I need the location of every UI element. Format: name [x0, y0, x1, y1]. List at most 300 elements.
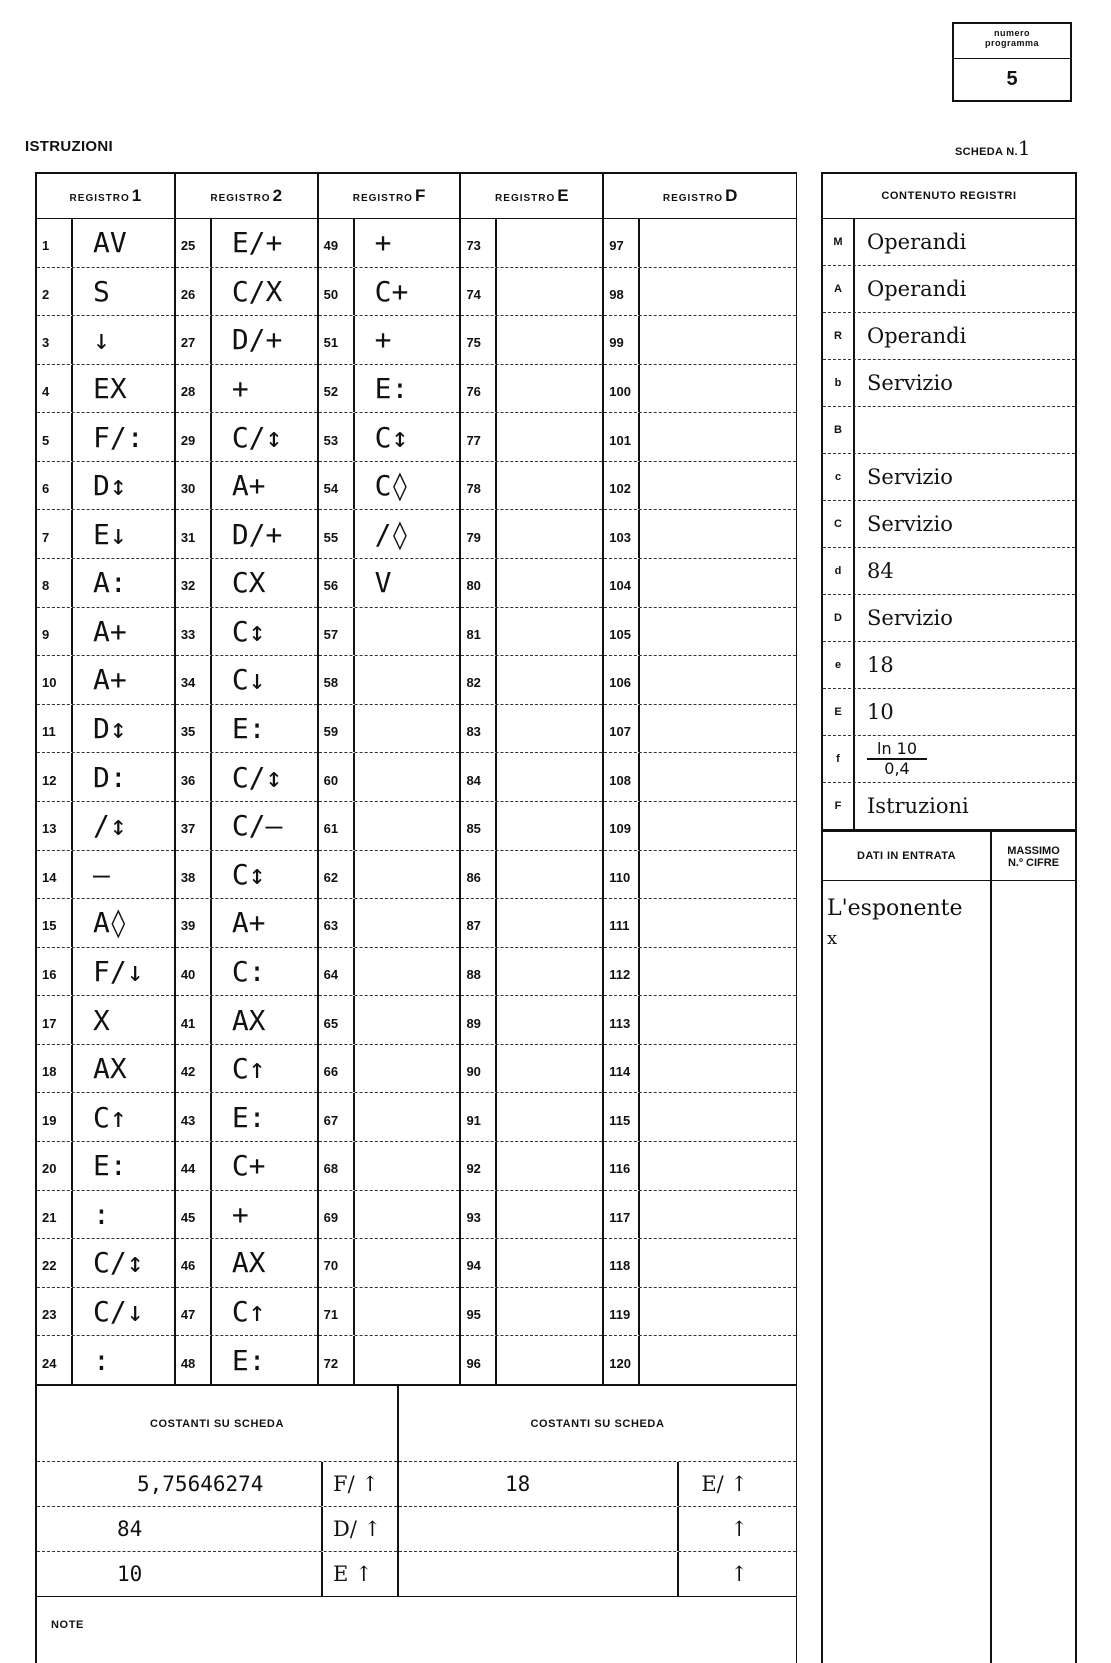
- instruction-number: 55: [319, 510, 355, 558]
- instruction-number: 119: [604, 1288, 640, 1336]
- instruction-row: [176, 413, 317, 462]
- instruction-cell: :: [93, 1197, 110, 1231]
- instruction-row: [37, 1045, 174, 1094]
- instruction-number: 118: [604, 1239, 640, 1287]
- instruction-number: 109: [604, 802, 640, 850]
- instruction-row: [604, 705, 796, 754]
- instruction-number: 39: [176, 899, 212, 947]
- register-content-row: [823, 783, 1075, 830]
- instruction-cell: [640, 316, 796, 364]
- instruction-row: [604, 1336, 796, 1384]
- register-content-value: Servizio: [867, 371, 953, 395]
- instruction-row: [461, 510, 602, 559]
- instruction-row: [461, 1191, 602, 1240]
- instruction-number: 48: [176, 1336, 212, 1384]
- constant-destination: F/ ↑: [321, 1462, 397, 1506]
- fraction-denominator: 0,4: [884, 759, 910, 778]
- instruction-number: 54: [319, 462, 355, 510]
- instruction-row: [176, 1288, 317, 1337]
- instruction-row: [176, 1336, 317, 1384]
- instruction-row: [37, 705, 174, 754]
- instruction-row: [461, 316, 602, 365]
- register-content-label: A: [823, 266, 855, 312]
- instruction-cell: C+: [374, 274, 409, 308]
- constant-row: [399, 1552, 796, 1596]
- constant-row: [399, 1507, 796, 1552]
- instruction-cell: [497, 1191, 602, 1239]
- instruction-number: 70: [319, 1239, 355, 1287]
- register-content-row: [823, 642, 1075, 689]
- constants-left: [37, 1386, 399, 1596]
- instruction-row: [37, 1142, 174, 1191]
- instruction-cell: [640, 899, 796, 947]
- instruction-row: [176, 899, 317, 948]
- instruction-cell: [640, 851, 796, 899]
- instruction-number: 37: [176, 802, 212, 850]
- instruction-number: 20: [37, 1142, 73, 1190]
- register-content-label: M: [823, 219, 855, 265]
- instruction-row: [37, 753, 174, 802]
- instruction-number: 57: [319, 608, 355, 656]
- instruction-cell: C/↕: [231, 420, 283, 454]
- instruction-row: [461, 1142, 602, 1191]
- instruction-cell: C↑: [231, 1295, 266, 1328]
- instruction-number: 115: [604, 1093, 640, 1141]
- card-label: SCHEDA N.: [955, 146, 1018, 158]
- instruction-cell: C↑: [231, 1052, 266, 1086]
- instruction-row: [461, 219, 602, 268]
- instruction-cell: [355, 996, 460, 1044]
- instruction-cell: [640, 1336, 796, 1384]
- instruction-cell: [355, 802, 460, 850]
- instruction-number: 74: [461, 268, 497, 316]
- instruction-number: 64: [319, 948, 355, 996]
- register-content-row: [823, 360, 1075, 407]
- instruction-number: 61: [319, 802, 355, 850]
- register-contents-title: CONTENUTO REGISTRI: [823, 174, 1075, 219]
- instruction-cell: [497, 705, 602, 753]
- instruction-number: 3: [37, 316, 73, 364]
- register-content-row: [823, 219, 1075, 266]
- instruction-cell: C◊: [374, 469, 409, 503]
- instruction-row: [604, 462, 796, 511]
- instruction-row: [176, 996, 317, 1045]
- instruction-number: 85: [461, 802, 497, 850]
- instruction-number: 89: [461, 996, 497, 1044]
- instruction-row: [461, 1045, 602, 1094]
- register-content-label: D: [823, 595, 855, 641]
- instruction-row: [461, 462, 602, 511]
- instruction-row: [37, 413, 174, 462]
- register-content-row: [823, 454, 1075, 501]
- instruction-number: 97: [604, 219, 640, 267]
- instruction-number: 1: [37, 219, 73, 267]
- instruction-cell: [355, 1093, 460, 1141]
- instruction-number: 21: [37, 1191, 73, 1239]
- instruction-row: [604, 1045, 796, 1094]
- instruction-row: [461, 413, 602, 462]
- instruction-row: [319, 1288, 460, 1337]
- instruction-row: [604, 1093, 796, 1142]
- register-column-1: [37, 174, 176, 1384]
- instruction-row: [176, 510, 317, 559]
- instruction-row: [37, 899, 174, 948]
- instruction-cell: [640, 948, 796, 996]
- program-number-box: [952, 22, 1072, 102]
- instruction-number: 94: [461, 1239, 497, 1287]
- instruction-cell: A:: [93, 566, 127, 600]
- instruction-number: 2: [37, 268, 73, 316]
- instruction-cell: [640, 608, 796, 656]
- register-header-id: 1: [131, 186, 142, 205]
- instruction-row: [461, 948, 602, 997]
- instruction-number: 4: [37, 365, 73, 413]
- instruction-row: [319, 851, 460, 900]
- instruction-cell: [640, 802, 796, 850]
- instruction-number: 16: [37, 948, 73, 996]
- instruction-cell: [355, 608, 460, 656]
- instruction-cell: [640, 510, 796, 558]
- instruction-number: 53: [319, 413, 355, 461]
- instruction-row: [37, 608, 174, 657]
- register-content-label: B: [823, 407, 855, 453]
- instruction-number: 73: [461, 219, 497, 267]
- instruction-row: [176, 316, 317, 365]
- instruction-number: 77: [461, 413, 497, 461]
- instruction-number: 41: [176, 996, 212, 1044]
- instruction-cell: D↕: [93, 469, 127, 503]
- instruction-row: [604, 608, 796, 657]
- instruction-number: 30: [176, 462, 212, 510]
- instruction-cell: [497, 1045, 602, 1093]
- register-content-value: [855, 736, 1075, 782]
- instruction-row: [37, 1191, 174, 1240]
- instruction-cell: +: [231, 372, 249, 406]
- max-digits-header: [990, 832, 1075, 880]
- instruction-number: 13: [37, 802, 73, 850]
- instruction-cell: E:: [93, 1149, 127, 1183]
- register-content-row: [823, 548, 1075, 595]
- instruction-number: 8: [37, 559, 73, 607]
- register-header-id: E: [557, 186, 569, 205]
- instruction-number: 46: [176, 1239, 212, 1287]
- instruction-cell: [497, 316, 602, 364]
- instruction-cell: C↕: [231, 614, 266, 648]
- instruction-number: 112: [604, 948, 640, 996]
- constant-destination: E/ ↑: [677, 1462, 758, 1506]
- instruction-cell: C↕: [231, 857, 266, 891]
- instruction-cell: [640, 219, 796, 267]
- instruction-number: 59: [319, 705, 355, 753]
- instruction-cell: +: [231, 1197, 249, 1231]
- register-header: [176, 174, 317, 219]
- instruction-row: [176, 705, 317, 754]
- input-data-header: DATI IN ENTRATA: [857, 850, 956, 862]
- instruction-row: [461, 608, 602, 657]
- instruction-number: 101: [604, 413, 640, 461]
- instruction-cell: [640, 1191, 796, 1239]
- instruction-cell: ↓: [93, 323, 110, 357]
- register-content-value: Operandi: [867, 277, 967, 301]
- instruction-number: 10: [37, 656, 73, 704]
- instruction-row: [461, 268, 602, 317]
- instruction-row: [319, 656, 460, 705]
- instruction-cell: C/↓: [93, 1295, 144, 1328]
- instruction-cell: EX: [93, 372, 127, 406]
- register-header: [604, 174, 796, 219]
- constant-row: [37, 1462, 397, 1507]
- instruction-number: 84: [461, 753, 497, 801]
- instruction-row: [461, 559, 602, 608]
- instruction-cell: [497, 996, 602, 1044]
- register-content-row: [823, 689, 1075, 736]
- instruction-row: [319, 1142, 460, 1191]
- register-header-label: REGISTRO: [352, 193, 413, 204]
- instruction-number: 95: [461, 1288, 497, 1336]
- instruction-cell: [355, 1336, 460, 1384]
- instruction-number: 76: [461, 365, 497, 413]
- constant-destination: ↑: [677, 1552, 758, 1596]
- instruction-row: [604, 510, 796, 559]
- instruction-cell: [640, 559, 796, 607]
- instruction-row: [37, 559, 174, 608]
- instruction-number: 47: [176, 1288, 212, 1336]
- instruction-cell: C↑: [93, 1100, 127, 1134]
- instruction-row: [604, 899, 796, 948]
- instruction-number: 49: [319, 219, 355, 267]
- instruction-row: [176, 802, 317, 851]
- instruction-number: 38: [176, 851, 212, 899]
- register-header-label: REGISTRO: [495, 193, 556, 204]
- register-column-2: [176, 174, 319, 1384]
- instruction-row: [461, 1288, 602, 1337]
- instruction-number: 69: [319, 1191, 355, 1239]
- instruction-row: [176, 462, 317, 511]
- instruction-cell: [497, 899, 602, 947]
- instruction-number: 56: [319, 559, 355, 607]
- register-header-id: D: [725, 186, 738, 205]
- instruction-number: 32: [176, 559, 212, 607]
- instruction-cell: AX: [231, 1246, 266, 1280]
- instruction-cell: [640, 705, 796, 753]
- input-data-text: [827, 894, 963, 954]
- register-content-row: [823, 313, 1075, 360]
- notes-label: NOTE: [51, 1619, 84, 1631]
- instruction-number: 104: [604, 559, 640, 607]
- instruction-number: 103: [604, 510, 640, 558]
- instruction-number: 63: [319, 899, 355, 947]
- register-header-id: 2: [272, 186, 283, 205]
- instruction-row: [37, 510, 174, 559]
- register-header-label: REGISTRO: [210, 193, 271, 204]
- instruction-row: [461, 1093, 602, 1142]
- input-data-panel: [823, 832, 1077, 1663]
- constant-value: 84: [117, 1517, 143, 1541]
- instruction-number: 116: [604, 1142, 640, 1190]
- instruction-cell: AV: [93, 226, 127, 260]
- instruction-cell: [497, 1093, 602, 1141]
- instruction-row: [604, 1239, 796, 1288]
- instruction-number: 45: [176, 1191, 212, 1239]
- instruction-row: [461, 851, 602, 900]
- constant-value: 5,75646274: [137, 1472, 264, 1496]
- constants-header: COSTANTI SU SCHEDA: [399, 1386, 796, 1462]
- instruction-cell: A+: [93, 614, 127, 648]
- program-number-label: [954, 28, 1070, 48]
- instruction-row: [319, 1336, 460, 1384]
- instruction-number: 93: [461, 1191, 497, 1239]
- instruction-cell: [355, 1191, 460, 1239]
- instruction-number: 114: [604, 1045, 640, 1093]
- instruction-cell: S: [93, 274, 110, 308]
- max-digits-line1: MASSIMO: [1007, 845, 1060, 857]
- instruction-number: 23: [37, 1288, 73, 1336]
- instruction-row: [319, 899, 460, 948]
- constant-row: [37, 1552, 397, 1596]
- instruction-row: [461, 802, 602, 851]
- instruction-cell: /↕: [93, 809, 127, 843]
- instruction-number: 35: [176, 705, 212, 753]
- instruction-row: [319, 1191, 460, 1240]
- instruction-row: [319, 268, 460, 317]
- register-content-value: Operandi: [867, 230, 967, 254]
- instruction-row: [319, 802, 460, 851]
- instruction-cell: [355, 753, 460, 801]
- instruction-cell: D↕: [93, 712, 127, 746]
- register-content-label: F: [823, 783, 855, 829]
- fraction-numerator: ln 10: [867, 740, 927, 760]
- instruction-cell: +: [374, 323, 392, 357]
- instruction-cell: D/+: [231, 517, 283, 551]
- instruction-number: 86: [461, 851, 497, 899]
- instruction-row: [461, 996, 602, 1045]
- instruction-number: 43: [176, 1093, 212, 1141]
- instruction-cell: [355, 1045, 460, 1093]
- instruction-row: [461, 1336, 602, 1384]
- instruction-number: 25: [176, 219, 212, 267]
- instruction-number: 12: [37, 753, 73, 801]
- instruction-cell: [640, 413, 796, 461]
- instruction-cell: [355, 705, 460, 753]
- instruction-number: 117: [604, 1191, 640, 1239]
- constants-section: [35, 1386, 797, 1597]
- instruction-cell: E:: [231, 1100, 266, 1134]
- instruction-number: 22: [37, 1239, 73, 1287]
- instruction-cell: /◊: [374, 517, 409, 551]
- instruction-number: 91: [461, 1093, 497, 1141]
- instruction-number: 29: [176, 413, 212, 461]
- card-number-value: 1: [1017, 136, 1031, 160]
- instruction-row: [176, 1142, 317, 1191]
- instruction-cell: E:: [231, 1343, 266, 1377]
- constant-value: 18: [505, 1472, 531, 1496]
- instruction-number: 52: [319, 365, 355, 413]
- instruction-row: [37, 1239, 174, 1288]
- instruction-cell: A◊: [93, 906, 127, 940]
- instruction-row: [37, 948, 174, 997]
- instruction-number: 96: [461, 1336, 497, 1384]
- register-content-row: [823, 736, 1075, 783]
- instruction-cell: F/:: [93, 420, 144, 454]
- instruction-cell: C/X: [231, 274, 283, 308]
- instruction-number: 5: [37, 413, 73, 461]
- instruction-cell: [640, 753, 796, 801]
- instruction-cell: C/↕: [231, 760, 283, 794]
- constants-right: [399, 1386, 796, 1596]
- instruction-row: [604, 851, 796, 900]
- instruction-row: [461, 656, 602, 705]
- instruction-row: [37, 996, 174, 1045]
- program-label-line2: programma: [984, 38, 1039, 48]
- instruction-number: 107: [604, 705, 640, 753]
- instruction-number: 31: [176, 510, 212, 558]
- instruction-row: [319, 753, 460, 802]
- instruction-row: [37, 268, 174, 317]
- instruction-cell: X: [93, 1003, 110, 1037]
- instruction-number: 11: [37, 705, 73, 753]
- instruction-row: [37, 1336, 174, 1384]
- instruction-cell: [497, 268, 602, 316]
- register-header-id: F: [414, 186, 426, 205]
- instruction-grid: [35, 172, 797, 1386]
- instruction-cell: [497, 1239, 602, 1287]
- instruction-row: [319, 219, 460, 268]
- instruction-row: [176, 753, 317, 802]
- register-content-value: Servizio: [867, 512, 953, 536]
- instruction-row: [461, 899, 602, 948]
- register-content-row: [823, 595, 1075, 642]
- instruction-row: [37, 656, 174, 705]
- instruction-number: 111: [604, 899, 640, 947]
- register-content-label: C: [823, 501, 855, 547]
- instruction-number: 26: [176, 268, 212, 316]
- instruction-number: 82: [461, 656, 497, 704]
- notes-box: [35, 1597, 797, 1663]
- instruction-row: [319, 996, 460, 1045]
- instruction-cell: [497, 462, 602, 510]
- register-header: [319, 174, 460, 219]
- instruction-row: [176, 1239, 317, 1288]
- instruction-number: 120: [604, 1336, 640, 1384]
- instruction-cell: D/+: [231, 323, 283, 357]
- instruction-row: [176, 851, 317, 900]
- instruction-number: 9: [37, 608, 73, 656]
- register-contents-panel: [823, 172, 1077, 832]
- instruction-cell: [497, 413, 602, 461]
- instruction-number: 83: [461, 705, 497, 753]
- instruction-row: [604, 413, 796, 462]
- register-content-label: E: [823, 689, 855, 735]
- instruction-row: [319, 559, 460, 608]
- instruction-number: 14: [37, 851, 73, 899]
- instruction-row: [604, 559, 796, 608]
- instruction-row: [604, 996, 796, 1045]
- instruction-row: [319, 1045, 460, 1094]
- instruction-row: [37, 1288, 174, 1337]
- instruction-number: 6: [37, 462, 73, 510]
- instruction-cell: C:: [231, 954, 266, 988]
- instruction-cell: +: [374, 226, 392, 260]
- instruction-row: [176, 1045, 317, 1094]
- constant-value: [399, 1552, 677, 1596]
- register-content-value: Operandi: [867, 324, 967, 348]
- instruction-cell: [497, 948, 602, 996]
- register-content-label: e: [823, 642, 855, 688]
- instruction-number: 81: [461, 608, 497, 656]
- instruction-cell: [640, 365, 796, 413]
- instruction-cell: [355, 899, 460, 947]
- instruction-cell: F/↓: [93, 954, 144, 988]
